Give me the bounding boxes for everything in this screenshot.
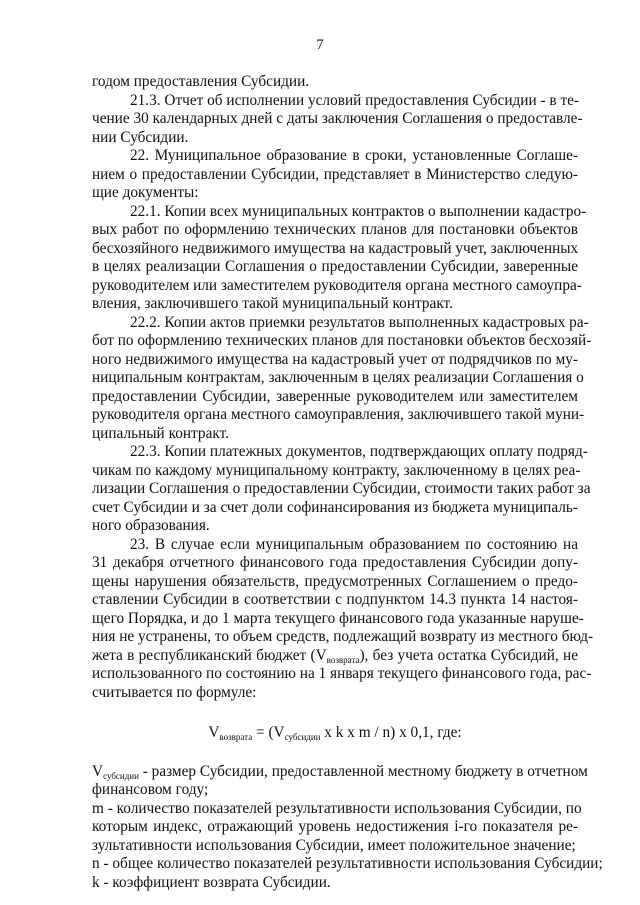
text-line: ниципальным контрактам, заключенным в целях реализации Соглашения о xyxy=(92,369,584,386)
paragraph-22-3 xyxy=(92,443,591,536)
text-line: щены нарушения обязательств, предусмотренных Соглашением о предо- xyxy=(92,572,578,590)
text-line: ного недвижимого имущества на кадастровый учет от подрядчиков по му- xyxy=(92,350,578,368)
text-line: вых работ по оформлению технических планов для постановки объектов xyxy=(92,221,578,238)
text-line: использованного по состоянию на 1 января текущего финансового года, рас- xyxy=(92,665,592,682)
definition-symbol: V xyxy=(92,762,104,780)
document-body xyxy=(92,73,603,892)
text-line: щие документы: xyxy=(92,184,199,201)
definition-v-subsidy xyxy=(92,762,588,782)
paragraph-22-2 xyxy=(92,313,592,444)
definitions xyxy=(92,762,603,893)
paragraph-intro xyxy=(92,73,578,92)
text-line: бесхозяйного недвижимого имущества на кадастровый учет, заключенных xyxy=(92,239,579,257)
text-line: щего Порядка, и до 1 марта текущего финансового года указанные наруше- xyxy=(92,609,584,627)
paragraph-22-1 xyxy=(92,202,587,314)
text-line: руководителем или заместителем руководителя органа местного самоупра- xyxy=(92,276,582,294)
definition-n: n - общее количество показателей результативности использования Субсидии; xyxy=(92,855,603,872)
paragraph-23 xyxy=(92,535,594,703)
text-line: руководителя органа местного самоуправления, заключившего такой муни- xyxy=(92,406,585,423)
text-fragment: ), без учета остатка Субсидий, не xyxy=(359,646,578,664)
text-line: 22.1. Копии всех муниципальных контрактов о выполнении кадастро- xyxy=(130,202,587,220)
text-line: ставлении Субсидии в соответствии с подпунктом 14.3 пункта 14 настоя- xyxy=(92,591,578,608)
formula xyxy=(92,724,578,743)
text-line: годом предоставления Субсидии. xyxy=(92,73,310,90)
text-line: вления, заключившего такой муниципальный контракт. xyxy=(92,295,453,312)
formula-text: x k x m / n) x 0,1, где: xyxy=(320,724,462,741)
text-line: финансовом году; xyxy=(92,781,209,798)
text-line: чикам по каждому муниципальному контракту, заключенному в целях реа- xyxy=(92,461,581,479)
text-line: 22.2. Копии актов приемки результатов выполненных кадастровых ра- xyxy=(130,313,589,331)
subscript: возврата xyxy=(326,654,360,665)
paragraph-21-3 xyxy=(92,91,583,148)
text-line: зультативности использования Субсидии, имеет положительное значение; xyxy=(92,836,576,854)
text-line: которым индекс, отражающий уровень недостижения i-го показателя ре- xyxy=(92,818,578,835)
text-line: 23. В случае если муниципальным образованием по состоянию на xyxy=(130,535,578,553)
formula-text: = (V xyxy=(252,724,285,741)
text-line: 31 декабря отчетного финансового года предоставления Субсидии допу- xyxy=(92,554,578,571)
formula-subscript: субсидии xyxy=(284,732,321,742)
text-line: нием о предоставлении Субсидии, представляет в Министерство следую- xyxy=(92,165,578,183)
text-line: ния не устранены, то объем средств, подлежащий возврату из местного бюд- xyxy=(92,628,594,645)
text-line: 22. Муниципальное образование в сроки, установленные Соглаше- xyxy=(130,147,578,164)
definition-m: m - количество показателей результативности использования Субсидии, по xyxy=(92,799,582,817)
text-line: в целях реализации Соглашения о предоставлении Субсидии, заверенные xyxy=(92,258,578,275)
text-line: 21.3. Отчет об исполнении условий предоставления Субсидии - в те- xyxy=(130,91,580,109)
text-line: чение 30 календарных дней с даты заключения Соглашения о предоставле- xyxy=(92,110,583,127)
text-line: нии Субсидии. xyxy=(92,128,189,146)
text-line: 22.3. Копии платежных документов, подтверждающих оплату подряд- xyxy=(130,443,588,460)
page-number: 7 xyxy=(316,37,324,53)
text-line: считывается по формуле: xyxy=(92,683,257,701)
text-line: бот по оформлению технических планов для постановки объектов бесхозяй- xyxy=(92,332,592,349)
definition-text: - размер Субсидии, предоставленной местному бюджету в отчетном xyxy=(138,762,588,780)
text-line: ного образования. xyxy=(92,517,210,534)
definition-subscript: субсидии xyxy=(103,770,139,781)
definition-k: k - коэффициент возврата Субсидии. xyxy=(92,873,331,891)
text-line: лизации Соглашения о предоставлении Субсидии, стоимости таких работ за xyxy=(92,480,591,497)
text-line-with-subscript xyxy=(92,647,578,666)
text-line: ципальный контракт. xyxy=(92,424,229,442)
text-fragment: жета в республиканский бюджет (V xyxy=(92,646,327,664)
formula-symbol: V xyxy=(208,724,220,741)
text-line: предоставлении Субсидии, заверенные руководителем или заместителем xyxy=(92,387,578,405)
formula-subscript: возврата xyxy=(219,732,253,742)
paragraph-22 xyxy=(92,147,578,203)
text-line: счет Субсидии и за счет доли софинансирования из бюджета муниципаль- xyxy=(92,498,578,516)
